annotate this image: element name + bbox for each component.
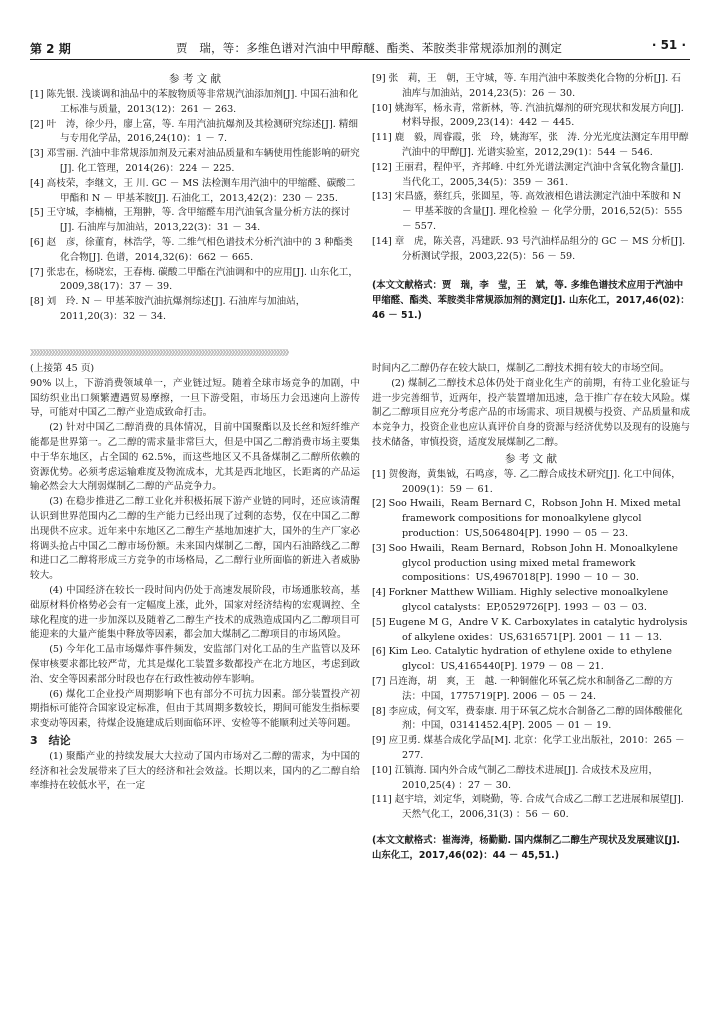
body-paragraph: 时间内乙二醇仍存在较大缺口，煤制乙二醇技术拥有较大的市场空间。 xyxy=(372,363,670,374)
reference-item: [1] 贺俊海，黄集钺，石鸣彦，等. 乙二醇合成技术研究[J]. 化工中间体，2009(1)：59 － 61. xyxy=(372,468,681,495)
article-separator: 》》》》》》》》》》》》》》》》》》》》》》》》》》》》》》》》》》》》》》》》》》》》》》》》》》》》》》》》》》》》》》》》》》》》》》》》》》》》》》》》》》》》》》 xyxy=(30,349,292,357)
body-paragraph: 90% 以上，下游消费领域单一，产业链过短。随着全球市场竞争的加剧，中国纺织业出口频繁遭遇贸易摩擦，一旦下游受阻，市场压力会迅速向上游传导，可能对中国乙二醇产业造成致命打击。 xyxy=(30,377,360,419)
body-paragraph: (5) 今年化工品市场爆炸事件频发，安监部门对化工品的生产监管以及环保审核要求都比较严苛，尤其是煤化工装置多数都投产在北方地区，考虑到政治、安全等因素部分时段也存在行政性被动停车影响。 xyxy=(30,644,360,685)
reference-item: [2] Soo Hwaili，Ream Bernard C，Robson John H. Mixed metal framework compositions for monoalkylene glycol production：US,5064804[P]. 1990 － 05 － 23. xyxy=(372,498,681,539)
reference-item: [4] Forkner Matthew William. Highly selective monoalkylene glycol catalysts：EP,0529726[P]. 1993 － 03 － 03. xyxy=(372,587,669,613)
body-paragraph: (6) 煤化工企业投产周期影响下也有部分不可抗力因素。部分装置投产初期指标可能符合国家设定标准，但由于其周期多数较长，期间可能发生指标要求变动等因素，待煤企设施建成后则面临环评、安检等不能顺利过关等问题。 xyxy=(30,688,360,730)
reference-item: [8] 李应成，何文军，费泰康. 用于环氧乙烷水合制备乙二醇的固体酸催化剂：中国，03141452.4[P]. 2005 － 01 － 19. xyxy=(372,705,683,732)
issue-number: 第 2 期 xyxy=(30,42,71,56)
bottom-left-body xyxy=(30,362,360,794)
reference-item: [10] 姚海军，杨永青，常新林，等. 汽油抗爆剂的研究现状和发展方向[J]. 材料导报，2009,23(14)：442 － 445. xyxy=(372,102,684,129)
article-citation: (本文文献格式：贾 瑞，李 莹，王 斌，等. 多维色谱技术应用于汽油中甲缩醛、酯类、苯胺类非常规添加剂的测定[J]. 山东化工，2017,46(02)：46 － 51.) xyxy=(372,280,690,322)
reference-item: [8] 刘 玲. N － 甲基苯胺汽油抗爆剂综述[J]. 石油库与加油站，2011,20(3)：32 － 34. xyxy=(30,296,306,322)
reference-item: [12] 王丽君，程仲平，齐邦峰. 中红外光谱法测定汽油中含氧化物含量[J]. 当代化工，2005,34(5)：359 － 361. xyxy=(372,161,684,188)
bottom-right-body xyxy=(372,362,690,863)
body-paragraph: (1) 聚酯产业的持续发展大大拉动了国内市场对乙二醇的需求，为中国的经济和社会发展带来了巨大的经济和社会效益。长期以来，国内的乙二醇自给率维持在较低水平，在一定 xyxy=(30,750,360,792)
header-rule xyxy=(30,59,690,60)
running-title: 贾 瑞，等：多维色谱对汽油中甲醇醚、酯类、苯胺类非常规添加剂的测定 xyxy=(176,41,563,55)
reference-item: [3] 邓雪丽. 汽油中非常规添加剂及元素对油品质量和车辆使用性能影响的研究[J]. 化工管理，2014(26)：224 － 225. xyxy=(30,148,360,174)
continued-note: (上接第 45 页) xyxy=(30,363,95,374)
reference-item: [1] 陈先银. 浅谈调和油品中的苯胺物质等非常规汽油添加剂[J]. 中国石油和化工标准与质量，2013(12)：261 － 263. xyxy=(30,89,358,115)
reference-item: [11] 赵宇培，刘定华，刘晓勤，等. 合成气合成乙二醇工艺进展和展望[J]. 天然气化工，2006,31(3) ：56 － 60. xyxy=(372,794,684,821)
top-left-references xyxy=(30,72,360,325)
reference-item: [2] 叶 涛，徐少丹，廖上富，等. 车用汽油抗爆剂及其检测研究综述[J]. 精细与专用化学品，2016,24(10)：1 － 7. xyxy=(30,118,358,145)
body-paragraph: (4) 中国经济在较长一段时间内仍处于高速发展阶段，市场通胀较高，基础原材料价格势必会有一定幅度上涨，此外，国家对经济结构的宏观调控、全球化程度的进一步加深以及随着乙二醇生产技术的成熟造成国内乙二醇项目可能迎来的大量产能集中释放等因素，都会加大煤制乙二醇项目的市场风险。 xyxy=(30,584,360,641)
reference-item: [7] 吕连海，胡 爽，王 越. 一种铜催化环氧乙烷水和制备乙二醇的方法：中国，1775719[P]. 2006 － 05 － 24. xyxy=(372,675,673,702)
page-number: · 51 · xyxy=(651,38,686,52)
reference-item: [5] 王守城，李楠楠，王翔翀，等. 含甲缩醛车用汽油氧含量分析方法的探讨[J]. 石油库与加油站，2013,22(3)：31 － 34. xyxy=(30,207,351,234)
references-heading: 参 考 文 献 xyxy=(168,73,221,85)
reference-item: [6] Kim Leo. Catalytic hydration of ethylene oxide to ethylene glycol：US,4165440[P]. 1979 － 08 － 21. xyxy=(372,646,672,673)
article-citation: (本文文献格式：崔海涛，杨勤勤. 国内煤制乙二醇生产现状及发展建议[J]. 山东化工，2017,46(02)：44 － 45,51.) xyxy=(372,834,680,861)
reference-item: [7] 张忠在，杨晓宏，王春梅. 碳酸二甲酯在汽油调和中的应用[J]. 山东化工，2009,38(17)：37 － 39. xyxy=(30,266,358,293)
section-title: 3 结论 xyxy=(30,733,71,747)
running-header xyxy=(0,0,716,64)
reference-item: [11] 鹿 毅，周睿霞，张 玲，姚海军，张 涛. 分光光度法测定车用甲醇汽油中的甲醇[J]. 光谱实验室，2012,29(1)：544 － 546. xyxy=(372,132,689,158)
reference-item: [3] Soo Hwaili，Ream Bernard，Robson John H. Monoalkylene glycol production using mixed metal framework compositions：US,4967018[P]. 1990 － 10 － 30. xyxy=(372,542,678,584)
references-heading: 参 考 文 献 xyxy=(504,452,557,465)
reference-item: [9] 张 莉，王 朝，王守城，等. 车用汽油中苯胺类化合物的分析[J]. 石油库与加油站，2014,23(5)：26 － 30. xyxy=(372,73,681,99)
top-right-references xyxy=(372,72,690,323)
reference-item: [9] 应卫勇. 煤基合成化学品[M]. 北京：化学工业出版社，2010：265 － 277. xyxy=(372,735,685,761)
reference-item: [10] 江镇海. 国内外合成气制乙二醇技术进展[J]. 合成技术及应用，2010,25(4) ：27 － 30. xyxy=(372,764,659,791)
reference-item: [13] 宋昌盛，蔡红兵，张圆星，等. 高效液相色谱法测定汽油中苯胺和 N － 甲基苯胺的含量[J]. 理化检验 － 化学分册，2016,52(5)：555 － 557. xyxy=(372,191,683,232)
body-paragraph: (2) 煤制乙二醇技术总体仍处于商业化生产的前期，有待工业化验证与进一步完善细节，近两年，投产装置增加迅速，急于推广存在较大风险。煤制乙二醇项目应充分考虑产品的市场需求、项目规模与投资、产品质量和成本竞争力，投资企业也应认真评价自身的资源与经济优势以及现有的设施与技术储备，审慎投资，适度发展煤制乙二醇。 xyxy=(372,377,690,448)
reference-item: [5] Eugene M G，Andre V K. Carboxylates in catalytic hydrolysis of alkylene oxides：US,6316571[P]. 2001 － 11 － 13. xyxy=(372,616,688,643)
reference-item: [4] 高枝荣，李继文，王 川. GC － MS 法检测车用汽油中的甲缩醛、碳酸二甲酯和 N － 甲基苯胺[J]. 石油化工，2013,42(2)：230 － 235. xyxy=(30,177,356,204)
reference-item: [6] 赵 彦，徐董育，林浩学，等. 二维气相色谱技术分析汽油中的 3 种酯类化合物[J]. 色谱，2014,32(6)：662 － 665. xyxy=(30,236,353,263)
reference-item: [14] 章 虎，陈关喜，冯建跃. 93 号汽油样品组分的 GC － MS 分析[J]. 分析测试学报，2003,22(5)：56 － 59. xyxy=(372,235,686,262)
body-paragraph: (3) 在稳步推进乙二醇工业化并积极拓展下游产业链的同时，还应该清醒认识到世界范围内乙二醇的生产能力已经出现了过剩的态势，仅在中国乙二醇出现供不应求。近年来中东地区乙二醇生产基地加速扩大，国外的生产厂家必将调头抢占中国乙二醇市场份额。未来国内煤制乙二醇，国内石油路线乙二醇和进口乙二醇将形成三方竞争的市场格局，乙二醇行业所面临的新进入者威胁较大。 xyxy=(30,496,360,582)
body-paragraph: (2) 针对中国乙二醇消费的具体情况，目前中国聚酯以及长丝和短纤维产能都是世界第一。乙二醇的需求量非常巨大，但是中国乙二醇消费市场主要集中于华东地区，占全国的 62.5%，而这些地区又不具备煤制乙二醇所依赖的资源优势。必须考虑运输难度及物流成本，尤其是西北地区，长距离的产品运输必然会大大削弱煤制乙二醇的产品竞争力。 xyxy=(30,422,360,493)
